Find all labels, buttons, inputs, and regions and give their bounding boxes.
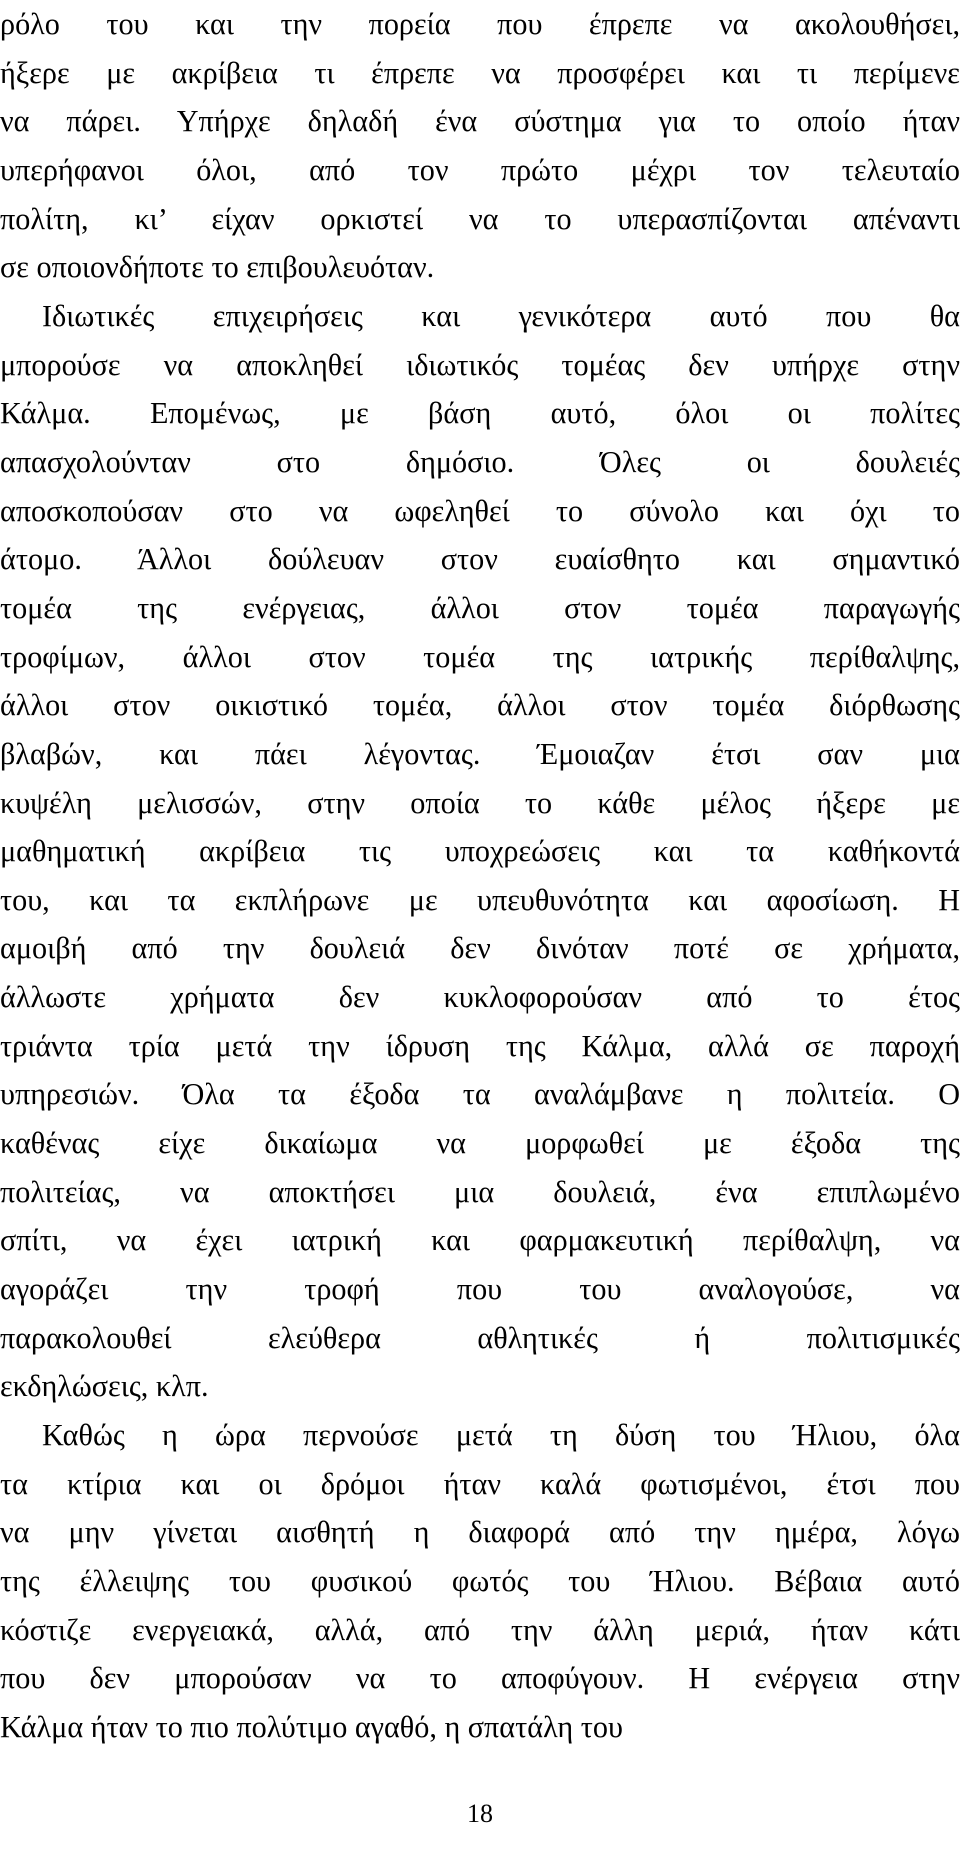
text-line: της έλλειψης του φυσικού φωτός του Ήλιου. Βέβαια αυτό xyxy=(0,1564,960,1598)
text-line: μπορούσε να αποκληθεί ιδιωτικός τομέας δεν υπήρχε στην xyxy=(0,347,960,382)
text-line: αμοιβή από την δουλειά δεν δινόταν ποτέ σε χρήματα, xyxy=(0,931,960,966)
text-line: να πάρει. Υπήρχε δηλαδή ένα σύστημα για το οποίο ήταν xyxy=(0,104,960,139)
text-line: κόστιζε ενεργειακά, αλλά, από την άλλη μεριά, ήταν κάτι xyxy=(0,1612,960,1647)
page-number: 18 xyxy=(467,1799,493,1828)
text-line: Ιδιωτικές επιχειρήσεις και γενικότερα αυτό που θα xyxy=(42,298,960,333)
text-line: τριάντα τρία μετά την ίδρυση της Κάλμα, αλλά σε παροχή xyxy=(0,1028,960,1063)
text-line: υπερήφανοι όλοι, από τον πρώτο μέχρι τον τελευταίο xyxy=(0,152,960,187)
text-line: τα κτίρια και οι δρόμοι ήταν καλά φωτισμένοι, έτσι που xyxy=(0,1466,960,1501)
text-line: εκδηλώσεις, κλπ. xyxy=(0,1369,209,1404)
text-line: Κάλμα. Επομένως, με βάση αυτό, όλοι οι πολίτες xyxy=(0,396,960,431)
text-line: Καθώς η ώρα περνούσε μετά τη δύση του Ήλιου, όλα xyxy=(42,1418,960,1453)
text-line: πολίτη, κι’ είχαν ορκιστεί να το υπερασπίζονται απέναντι xyxy=(0,201,960,236)
text-line: μαθηματική ακρίβεια τις υποχρεώσεις και τα καθήκοντά xyxy=(0,834,960,869)
text-line: άλλοι στον οικιστικό τομέα, άλλοι στον τομέα διόρθωσης xyxy=(0,688,960,723)
text-line: ρόλο του και την πορεία που έπρεπε να ακολουθήσει, xyxy=(0,7,960,41)
text-line: αποσκοπούσαν στο να ωφεληθεί το σύνολο και όχι το xyxy=(0,493,960,528)
text-line: αγοράζει την τροφή που του αναλογούσε, να xyxy=(0,1272,960,1307)
text-line: του, και τα εκπλήρωνε με υπευθυνότητα και αφοσίωση. Η xyxy=(0,882,960,917)
text-line: Κάλμα ήταν το πιο πολύτιμο αγαθό, η σπατάλη του xyxy=(0,1709,623,1744)
text-line: άλλωστε χρήματα δεν κυκλοφορούσαν από το έτος xyxy=(0,980,960,1015)
text-line: άτομο. Άλλοι δούλευαν στον ευαίσθητο και σημαντικό xyxy=(0,542,960,577)
text-line: καθένας είχε δικαίωμα να μορφωθεί με έξοδα της xyxy=(0,1126,960,1161)
text-line: βλαβών, και πάει λέγοντας. Έμοιαζαν έτσι σαν μια xyxy=(0,736,960,771)
text-line: απασχολούνταν στο δημόσιο. Όλες οι δουλειές xyxy=(0,444,960,479)
text-line: πολιτείας, να αποκτήσει μια δουλειά, ένα επιπλωμένο xyxy=(0,1174,960,1209)
text-line: σπίτι, να έχει ιατρική και φαρμακευτική περίθαλψη, να xyxy=(0,1223,960,1258)
text-line: ήξερε με ακρίβεια τι έπρεπε να προσφέρει και τι περίμενε xyxy=(0,55,960,90)
text-line: παρακολουθεί ελεύθερα αθλητικές ή πολιτισμικές xyxy=(0,1320,960,1355)
text-line: υπηρεσιών. Όλα τα έξοδα τα αναλάμβανε η πολιτεία. Ο xyxy=(0,1077,960,1112)
text-line: κυψέλη μελισσών, στην οποία το κάθε μέλος ήξερε με xyxy=(0,785,960,820)
text-line: που δεν μπορούσαν να το αποφύγουν. Η ενέργεια στην xyxy=(0,1661,960,1696)
text-line: σε οποιονδήποτε το επιβουλευόταν. xyxy=(0,250,435,285)
text-line: τροφίμων, άλλοι στον τομέα της ιατρικής περίθαλψης, xyxy=(0,639,960,674)
text-line: τομέα της ενέργειας, άλλοι στον τομέα παραγωγής xyxy=(0,590,960,625)
text-line: να μην γίνεται αισθητή η διαφορά από την ημέρα, λόγω xyxy=(0,1515,960,1550)
